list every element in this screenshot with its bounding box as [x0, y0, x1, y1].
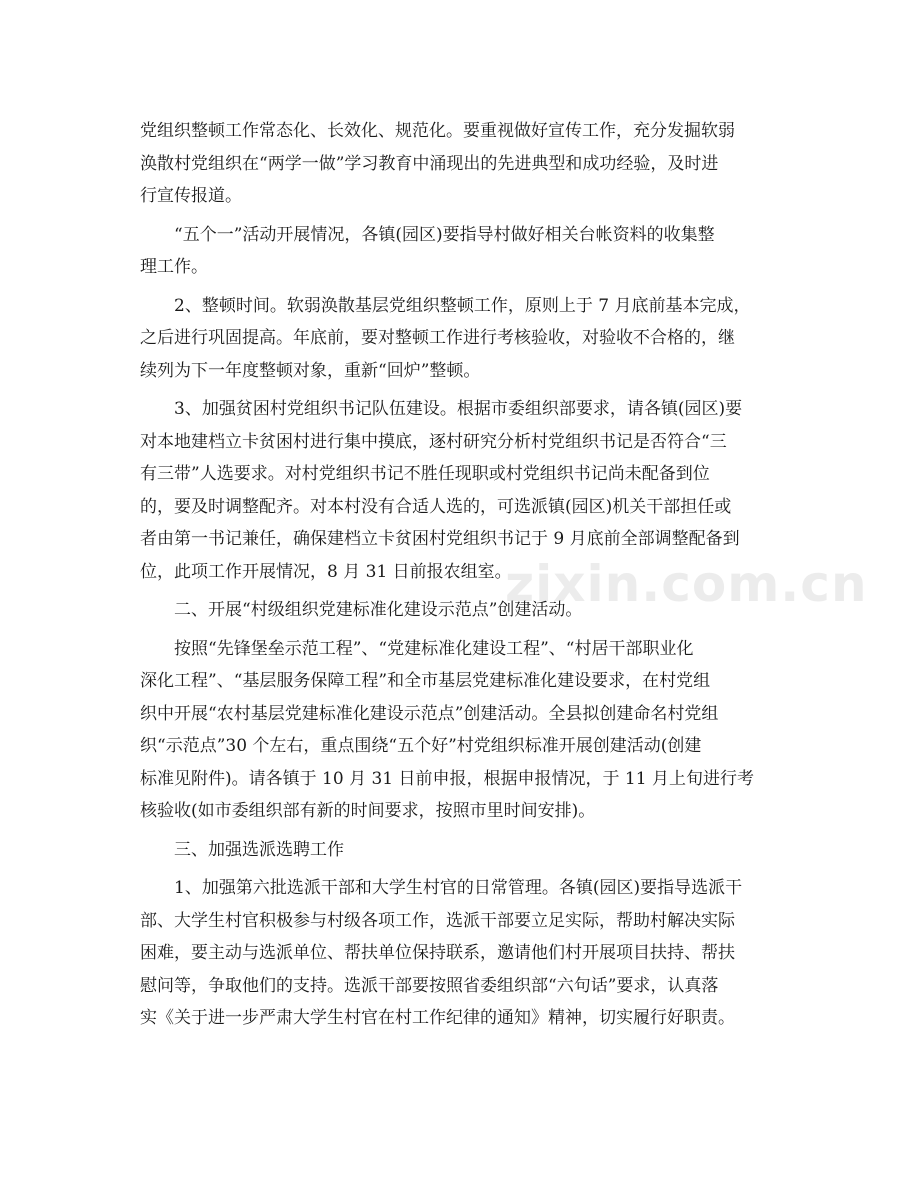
- text-line: 1、加强第六批选派干部和大学生村官的日常管理。各镇(园区)要指导选派干: [174, 878, 743, 898]
- paragraph: [140, 393, 790, 588]
- text-line: 的，要及时调整配齐。对本村没有合适人选的，可选派镇(园区)机关干部担任或: [140, 496, 732, 517]
- text-line: 按照“先锋堡垒示范工程”、“党建标准化建设工程”、“村居干部职业化: [174, 638, 694, 659]
- text-line: 有三带”人选要求。对村党组织书记不胜任现职或村党组织书记尚未配备到位: [140, 464, 710, 484]
- text-line: 深化工程”、“基层服务保障工程”和全市基层党建标准化建设要求，在村党组: [140, 671, 711, 691]
- paragraph: [140, 633, 790, 828]
- text-line: 二、开展“村级组织党建标准化建设示范点”创建活动。: [174, 600, 583, 620]
- text-line: 慰问等，争取他们的支持。选派干部要按照省委组织部“六句话”要求，认真落: [140, 975, 719, 996]
- text-line: 涣散村党组织在“两学一做”学习教育中涌现出的先进典型和成功经验，及时进: [140, 153, 719, 174]
- text-line: 2、整顿时间。软弱涣散基层党组织整顿工作，原则上于 7 月底前基本完成，: [174, 295, 751, 316]
- text-line: 核验收(如市委组织部有新的时间要求，按照市里时间安排)。: [140, 801, 596, 821]
- text-line: “五个一”活动开展情况，各镇(园区)要指导村做好相关台帐资料的收集整: [174, 224, 715, 245]
- paragraph: [140, 219, 790, 284]
- paragraph: [140, 115, 790, 213]
- paragraph: [140, 290, 790, 388]
- text-line: 之后进行巩固提高。年底前，要对整顿工作进行考核验收，对验收不合格的，继: [140, 328, 735, 348]
- text-line: 续列为下一年度整顿对象，重新“回炉”整顿。: [140, 360, 481, 381]
- text-line: 理工作。: [140, 257, 208, 277]
- text-line: 3、加强贫困村党组织书记队伍建设。根据市委组织部要求，请各镇(园区)要: [174, 399, 743, 419]
- text-line: 标准见附件)。请各镇于 10 月 31 日前申报，根据申报情况，于 11 月上旬进行考: [140, 768, 754, 789]
- text-line: 对本地建档立卡贫困村进行集中摸底，逐村研究分析村党组织书记是否符合“三: [140, 431, 727, 452]
- watermark: zixin.com.cn: [505, 555, 868, 613]
- text-line: 织“示范点”30 个左右，重点围绕“五个好”村党组织标准开展创建活动(创建: [140, 736, 702, 756]
- text-line: 部、大学生村官积极参与村级各项工作，选派干部要立足实际，帮助村解决实际: [140, 910, 735, 931]
- paragraph: [140, 872, 790, 1035]
- text-line: 党组织整顿工作常态化、长效化、规范化。要重视做好宣传工作，充分发掘软弱: [140, 121, 735, 141]
- paragraph: [140, 594, 790, 627]
- text-line: 困难，要主动与选派单位、帮扶单位保持联系，邀请他们村开展项目扶持、帮扶: [140, 943, 735, 963]
- paragraph: [140, 834, 790, 867]
- text-line: 者由第一书记兼任，确保建档立卡贫困村党组织书记于 9 月底前全部调整配备到: [140, 529, 740, 549]
- text-line: 实《关于进一步严肃大学生村官在村工作纪律的通知》精神，切实履行好职责。: [140, 1008, 735, 1028]
- text-line: 行宣传报道。: [140, 186, 242, 206]
- text-line: 三、加强选派选聘工作: [174, 839, 344, 860]
- text-line: 织中开展“农村基层党建标准化建设示范点”创建活动。全县拟创建命名村党组: [140, 703, 719, 724]
- text-line: 位，此项工作开展情况，8 月 31 日前报农组室。: [140, 561, 512, 582]
- document-body: [140, 115, 790, 1041]
